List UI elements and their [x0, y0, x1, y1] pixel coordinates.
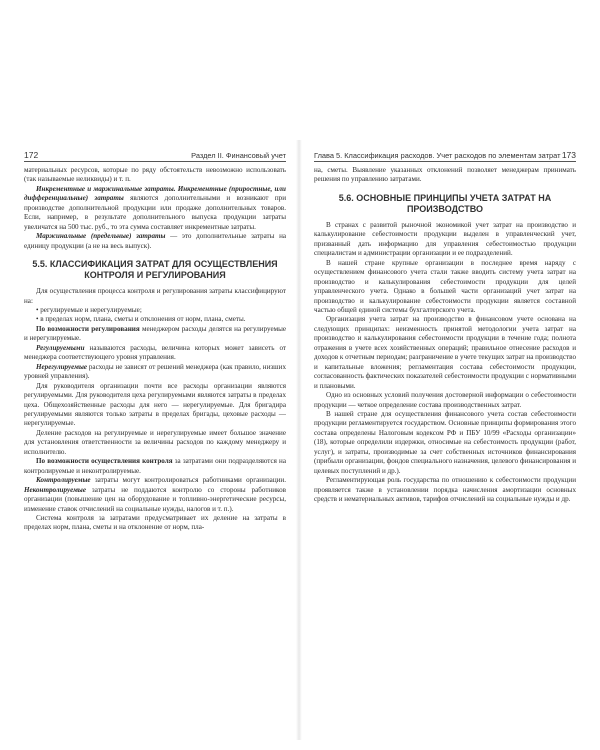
paragraph: В странах с развитой рыночной экономикой учет затрат на производство и калькулирование себестоимости продукции выделен в управленческий учет, призванный дать информацию для управления себестоимостью продукции специалистам и администрации организации и ее подразделений. [314, 220, 576, 258]
paragraph: Контролируемые затраты могут контролироваться работниками организации. Неконтролируемые затраты не поддаются контролю со стороны работников организации (повышение цен на оборудование и топливно-энергетические ресурсы, изменение ставок отчислений на социальные нужды, налогов и т. п.). [24, 476, 286, 513]
left-page-number: 172 [24, 150, 39, 160]
book-gutter [296, 140, 302, 740]
paragraph: на, сметы. Выявление указанных отклонений позволяет менеджерам принимать решения по управлению затратами. [314, 166, 576, 184]
section-heading-5-5: 5.5. КЛАССИФИКАЦИЯ ЗАТРАТ ДЛЯ ОСУЩЕСТВЛЕНИЯ КОНТРОЛЯ И РЕГУЛИРОВАНИЯ [32, 259, 278, 281]
paragraph: Инкрементные и маржинальные затраты. Инкрементные (приростные, или дифференциальные) затраты являются дополнительными и возникают при производстве дополнительной продукции или продаже дополнительных товаров. Если, например, в результате дополнительного выпуска продукции затраты увеличатся на 500 тыс. руб., то эта сумма составляет инкрементные затраты. [24, 184, 287, 231]
paragraph: Для осуществления процесса контроля и регулирования затраты классифицируют на: [24, 287, 286, 305]
paragraph: Регулируемыми называются расходы, величина которых может зависеть от менеджера соответствующего уровня управления. [24, 343, 286, 362]
paragraph: В нашей стране крупные организации в последнее время наряду с осуществлением финансового учета стали также вводить систему учета затрат на производство и калькулирования себестоимости продукции для целей управленческого учета. Однако в большей части организаций учет затрат на производство и калькулирование себестоимости продукции является составной частью общей единой системы бухгалтерского учета. [314, 258, 576, 314]
left-page-body [24, 166, 286, 533]
paragraph: Деление расходов на регулируемые и нерегулируемые имеет большое значение для установления ответственности за величины расходов по каждому менеджеру и исполнителю. [24, 428, 286, 456]
paragraph: Регламентирующая роль государства по отношению к себестоимости продукции проявляется также в установлении порядка начисления амортизации основных средств и нематериальных активов, тарифов отчислений на социальные нужды и др. [314, 476, 576, 504]
right-page-number: 173 [561, 150, 576, 160]
paragraph: Одно из основных условий получения достоверной информации о себестоимости продукции — четкое определение состава производственных затрат. [314, 391, 576, 409]
paragraph: материальных ресурсов, которые по ряду обстоятельств невозможно использовать (так называемые неликвиды) и т. п. [24, 166, 286, 184]
paragraph: По возможности регулирования менеджером расходы делятся на регулируемые и нерегулируемые. [24, 324, 286, 343]
list-item: • регулируемые и нерегулируемые; [36, 305, 142, 314]
right-running-title: Глава 5. Классификация расходов. Учет расходов по элементам затрат [314, 151, 561, 160]
paragraph: По возможности осуществления контроля за затратами они подразделяются на контролируемые и неконтролируемые. [24, 457, 286, 475]
paragraph: Система контроля за затратами предусматривает их деление на затраты в пределах норм, плана, сметы и на отклонение от норм, пла- [24, 513, 286, 532]
list-item: • в пределах норм, плана, сметы и отклонения от норм, плана, сметы. [36, 315, 246, 324]
paragraph: Маржинальные (предельные) затраты — это дополнительные затраты на единицу продукции (а не на весь выпуск). [24, 232, 287, 250]
left-running-title: Раздел II. Финансовый учет [191, 151, 286, 160]
section-heading-5-6: 5.6. ОСНОВНЫЕ ПРИНЦИПЫ УЧЕТА ЗАТРАТ НА ПРОИЗВОДСТВО [338, 192, 552, 214]
right-running-head [314, 150, 576, 162]
left-running-head [24, 150, 286, 162]
paragraph: Организация учета затрат на производство в финансовом учете основана на следующих принципах: неизменность принятой методологии учета затрат на производство и калькулирования себестоимости продукции в течение года; полнота отражения в учете всех хозяйственных операций; правильное отнесение расходов и доходов к отчетным периодам; разграничение в учете текущих затрат на производство и капитальные вложения; регламентация состава себестоимости продукции, согласованность фактических показателей себестоимости продукции с нормативными и плановыми. [314, 315, 576, 390]
paragraph: Для руководителя организации почти все расходы организации являются регулируемыми. Для руководителя цеха регулируемыми являются затраты в пределах цеха. Общехозяйственные расходы для него — нерегулируемые. Для бригадира регулируемыми являются только затраты в пределах бригады, цеховые расходы — нерегулируемые. [24, 381, 286, 428]
paragraph: Нерегулируемые расходы не зависят от решений менеджера (как правило, низших уровней управления). [24, 362, 286, 381]
paragraph: В нашей стране для осуществления финансового учета состав себестоимости продукции регламентируется государством. Основные принципы формирования этого состава определены Налоговым кодексом РФ и ПБУ 10/99 «Расходы организации» (18), которые определили издержки, относимые на себестоимость продукции (работ, услуг), и затраты, производимые за счет собственных источников финансирования (прибыли организации, фондов специального назначения, целевого финансирования и целевых поступлений и др.). [314, 409, 576, 475]
right-page-body [314, 166, 576, 505]
